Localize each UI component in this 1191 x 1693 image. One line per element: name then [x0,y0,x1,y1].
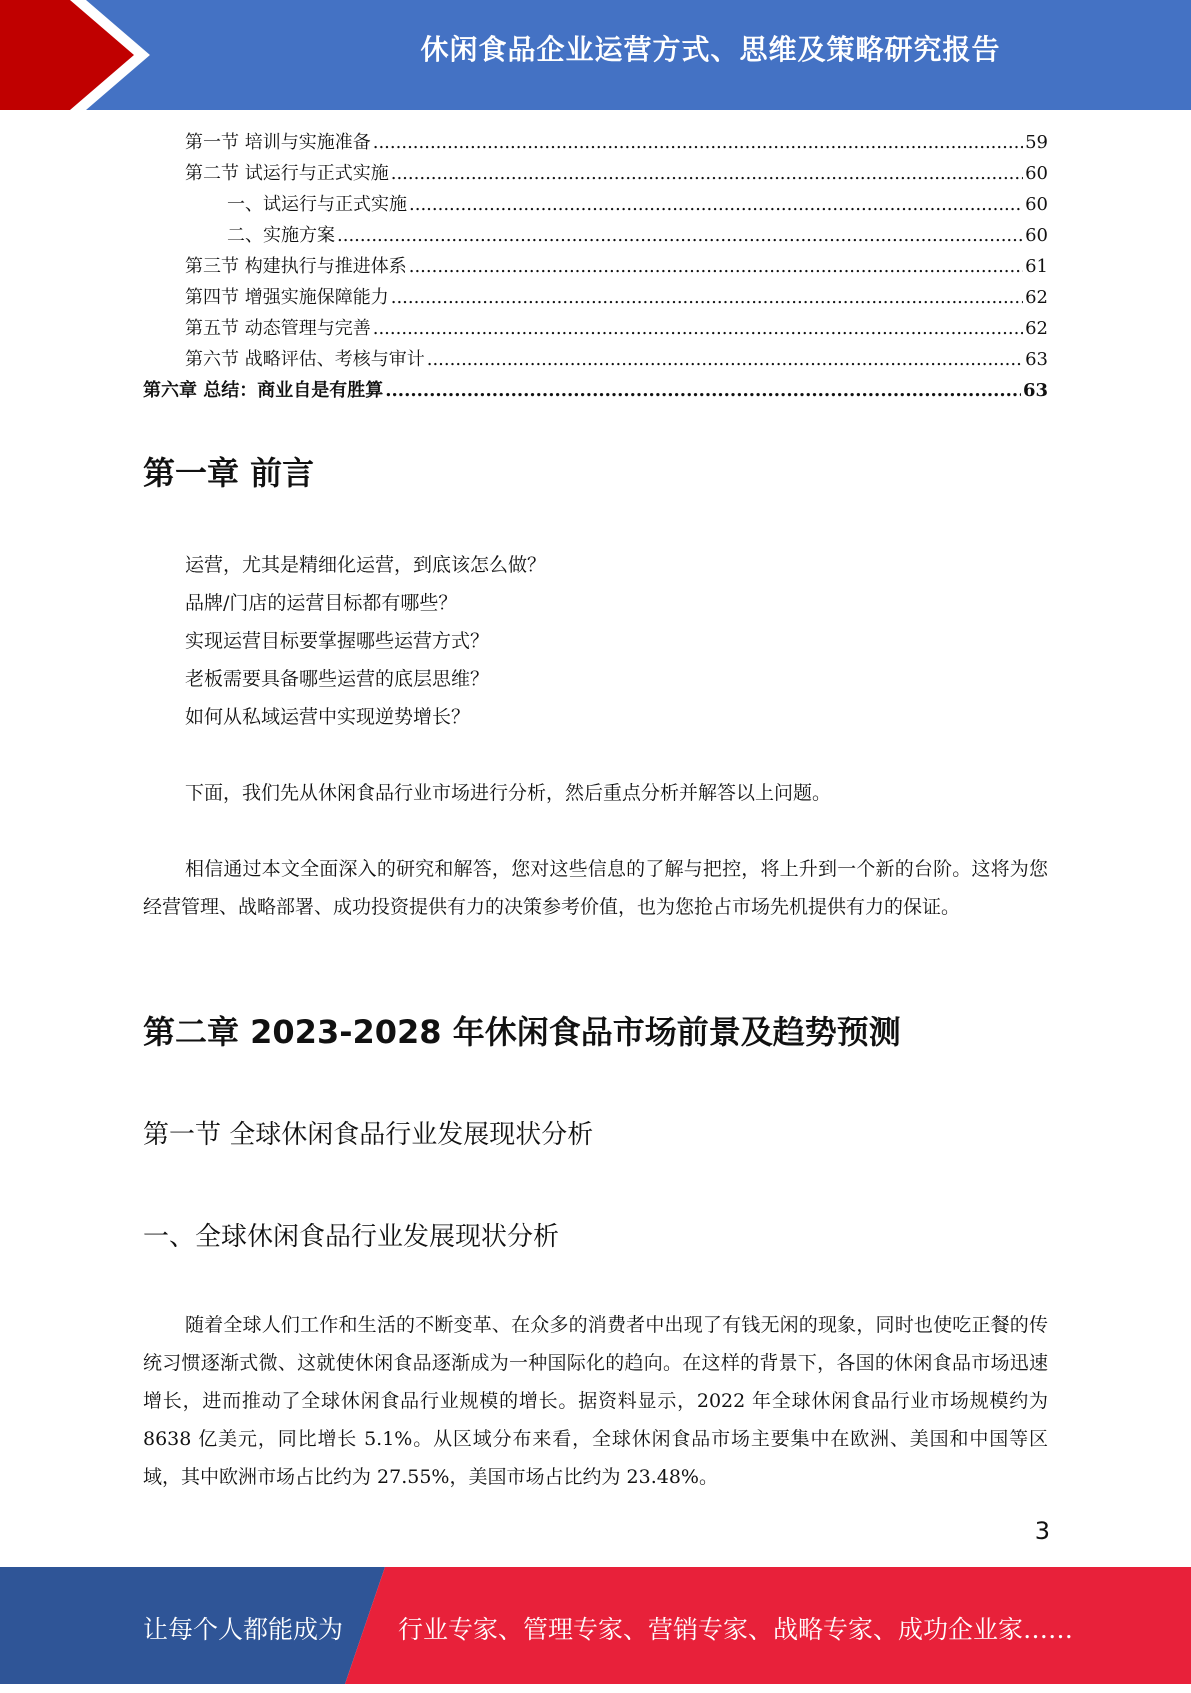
toc-entry-page: 60 [1025,163,1048,184]
page-header [0,0,1191,110]
toc-leader-dots [373,318,1023,339]
question-item: 老板需要具备哪些运营的底层思维？ [185,668,490,690]
toc-entry-page: 61 [1025,256,1048,277]
chapter-heading: 第二章 2023-2028 年休闲食品市场前景及趋势预测 [143,1013,901,1051]
toc-entry[interactable] [143,376,1048,407]
toc-entry[interactable] [143,345,1048,376]
question-item: 如何从私域运营中实现逆势增长？ [185,706,471,728]
toc-entry[interactable] [143,190,1048,221]
toc-entry-page: 62 [1025,287,1048,308]
subsection-heading: 一、全球休闲食品行业发展现状分析 [143,1222,560,1252]
toc-entry-page: 60 [1025,194,1048,215]
question-item: 实现运营目标要掌握哪些运营方式？ [185,630,490,652]
toc-leader-dots [337,225,1023,246]
toc-entry-page: 60 [1025,225,1048,246]
toc-entry[interactable] [143,314,1048,345]
toc-leader-dots [391,287,1023,308]
toc-leader-dots [391,163,1023,184]
toc-entry-title: 第三节 构建执行与推进体系 [185,256,407,277]
toc-leader-dots [427,349,1023,370]
toc-entry[interactable] [143,252,1048,283]
toc-entry-title: 第二节 试运行与正式实施 [185,163,389,184]
question-list [185,548,546,738]
toc-entry-page: 63 [1025,349,1048,370]
toc-leader-dots [385,380,1021,401]
paragraph: 随着全球人们工作和生活的不断变革、在众多的消费者中出现了有钱无闲的现象，同时也使吃正餐的传统习惯逐渐式微、这就使休闲食品逐渐成为一种国际化的趋向。在这样的背景下，各国的休闲食品市场迅速增长，进而推动了全球休闲食品行业规模的增长。据资料显示，2022 年全球休闲食品行业市场规模约为 8638 亿美元，同比增长 5.1%。从区域分布来看，全球休闲食品市场主要集中在欧洲、美国和中国等区域，其中欧洲市场占比约为 27.55%，美国市场占比约为 23.48%。 [143,1314,1048,1488]
toc-leader-dots [373,132,1023,153]
toc-entry-title: 一、试运行与正式实施 [227,194,407,215]
toc-entry-title: 第四节 增强实施保障能力 [185,287,389,308]
toc-entry-page: 59 [1025,132,1048,153]
toc-entry-page: 63 [1022,380,1048,401]
paragraph: 相信通过本文全面深入的研究和解答，您对这些信息的了解与把控，将上升到一个新的台阶。这将为您经营管理、战略部署、成功投资提供有力的决策参考价值，也为您抢占市场先机提供有力的保证。 [143,858,1048,918]
toc-entry-page: 62 [1025,318,1048,339]
question-item: 运营，尤其是精细化运营，到底该怎么做？ [185,554,547,576]
toc-entry-title: 二、实施方案 [227,225,335,246]
header-title: 休闲食品企业运营方式、思维及策略研究报告 [420,33,1001,66]
toc-entry[interactable] [143,221,1048,252]
page-footer [0,1567,1191,1684]
toc-entry-title: 第五节 动态管理与完善 [185,318,371,339]
toc-entry-title: 第六章 总结：商业自是有胜算 [143,380,384,401]
chapter-heading: 第一章 前言 [143,454,315,492]
toc-leader-dots [409,194,1023,215]
toc-entry[interactable] [143,128,1048,159]
paragraph: 下面，我们先从休闲食品行业市场进行分析，然后重点分析并解答以上问题。 [185,782,832,804]
toc-entry-title: 第六节 战略评估、考核与审计 [185,349,425,370]
toc-entry-title: 第一节 培训与实施准备 [185,132,371,153]
table-of-contents [143,128,1048,407]
footer-slogan-right: 行业专家、管理专家、营销专家、战略专家、成功企业家…… [398,1615,1074,1644]
question-item: 品牌/门店的运营目标都有哪些？ [185,592,458,614]
toc-entry[interactable] [143,159,1048,190]
toc-leader-dots [409,256,1023,277]
page-number: 3 [1034,1517,1050,1545]
toc-entry[interactable] [143,283,1048,314]
footer-slogan-left: 让每个人都能成为 [143,1615,344,1644]
section-heading: 第一节 全球休闲食品行业发展现状分析 [143,1120,594,1150]
